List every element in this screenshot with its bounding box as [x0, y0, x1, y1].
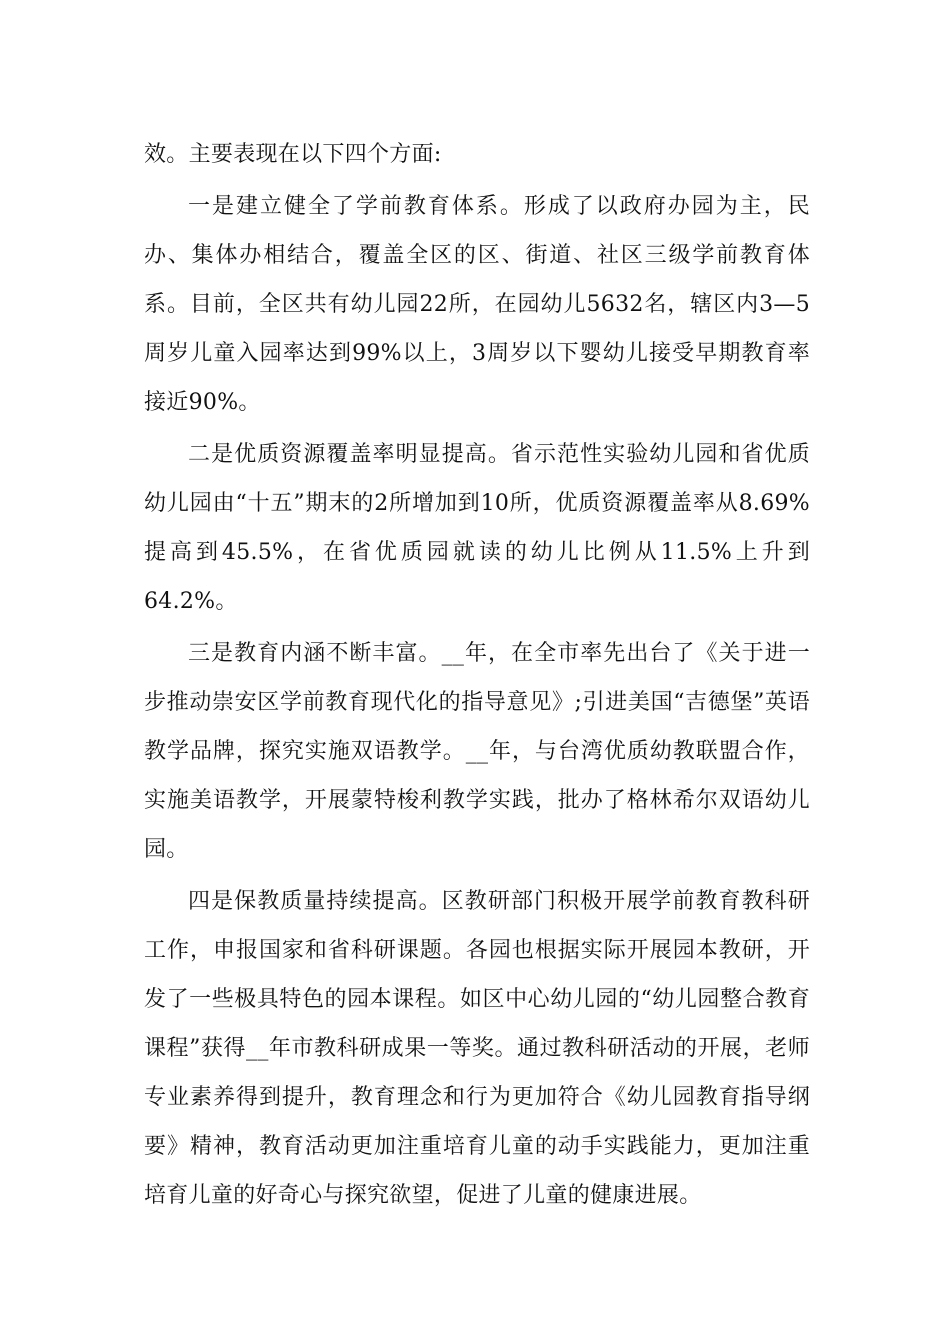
paragraph-point-three: 三是教育内涵不断丰富。__年，在全市率先出台了《关于进一步推动崇安区学前教育现代化的指导意见》;引进美国“吉德堡”英语教学品牌，探究实施双语教学。__年，与台湾优质幼教联盟合作，实施美语教学，开展蒙特梭利教学实践，批办了格林希尔双语幼儿园。	[144, 641, 810, 862]
paragraph-point-four: 四是保教质量持续提高。区教研部门积极开展学前教育教科研工作，申报国家和省科研课题。各园也根据实际开展园本教研，开发了一些极具特色的园本课程。如区中心幼儿园的“幼儿园整合教育课程”获得__年市教科研成果一等奖。通过教科研活动的开展，老师专业素养得到提升，教育理念和行为更加符合《幼儿园教育指导纲要》精神，教育活动更加注重培育儿童的动手实践能力，更加注重培育儿童的好奇心与探究欲望，促进了儿童的健康进展。	[144, 889, 810, 1208]
paragraph-point-one: 一是建立健全了学前教育体系。形成了以政府办园为主，民办、集体办相结合，覆盖全区的区、街道、社区三级学前教育体系。目前，全区共有幼儿园22所，在园幼儿5632名，辖区内3—5周岁儿童入园率达到99%以上，3周岁以下婴幼儿接受早期教育率接近90%。	[144, 194, 810, 415]
body-text	[144, 130, 810, 1220]
paragraph-continuation: 效。主要表现在以下四个方面:	[144, 142, 442, 167]
paragraph-point-two: 二是优质资源覆盖率明显提高。省示范性实验幼儿园和省优质幼儿园由“十五”期末的2所增加到10所，优质资源覆盖率从8.69%提高到45.5%，在省优质园就读的幼儿比例从11.5%上升到64.2%。	[144, 442, 810, 614]
